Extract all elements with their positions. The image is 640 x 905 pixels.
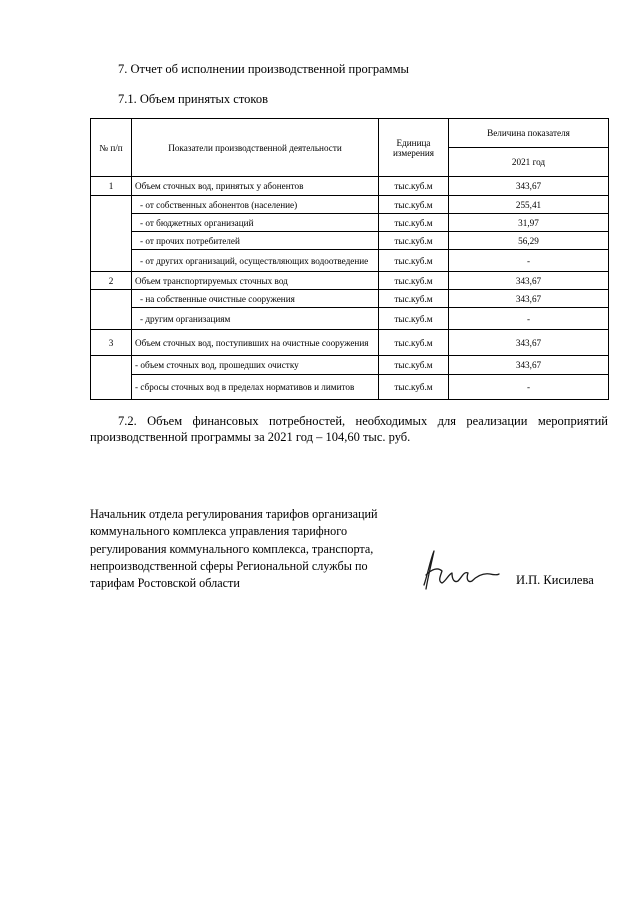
signatory-position: Начальник отдела регулирования тарифов организаций коммунального комплекса управления тарифного регулирования коммунального комплекса, транспорта, непроизводственной сферы Региональной службы по тарифам Ростовской области — [90, 507, 378, 591]
row-value: - — [449, 375, 609, 400]
handwritten-signature — [418, 545, 500, 593]
table-row — [91, 308, 609, 330]
table-row — [91, 214, 609, 232]
table-row — [91, 375, 609, 400]
row-unit: тыс.куб.м — [379, 290, 449, 308]
table-row — [91, 177, 609, 196]
row-value: 31,97 — [449, 214, 609, 232]
header-unit: Единица измерения — [379, 119, 449, 177]
row-label: - от бюджетных организаций — [132, 214, 379, 232]
row-num — [91, 196, 132, 272]
row-unit: тыс.куб.м — [379, 330, 449, 356]
row-label: - от прочих потребителей — [132, 232, 379, 250]
row-value: 343,67 — [449, 330, 609, 356]
table-row — [91, 250, 609, 272]
row-unit: тыс.куб.м — [379, 375, 449, 400]
row-num — [91, 356, 132, 400]
table-row — [91, 232, 609, 250]
row-label: Объем сточных вод, принятых у абонентов — [132, 177, 379, 196]
row-num — [91, 290, 132, 330]
row-label: - другим организациям — [132, 308, 379, 330]
table-row — [91, 330, 609, 356]
row-value: 343,67 — [449, 177, 609, 196]
section-title: 7. Отчет об исполнении производственной программы — [118, 62, 409, 76]
row-value: 255,41 — [449, 196, 609, 214]
row-num: 1 — [91, 177, 132, 196]
row-value: - — [449, 308, 609, 330]
wastewater-table — [90, 118, 609, 400]
table-row — [91, 356, 609, 375]
row-unit: тыс.куб.м — [379, 250, 449, 272]
row-value: - — [449, 250, 609, 272]
table-row — [91, 272, 609, 290]
row-unit: тыс.куб.м — [379, 177, 449, 196]
row-num: 2 — [91, 272, 132, 290]
row-label: - на собственные очистные сооружения — [132, 290, 379, 308]
row-value: 343,67 — [449, 356, 609, 375]
row-value: 343,67 — [449, 290, 609, 308]
row-label: - сбросы сточных вод в пределах нормативов и лимитов — [132, 375, 379, 400]
row-value: 343,67 — [449, 272, 609, 290]
row-label: - объем сточных вод, прошедших очистку — [132, 356, 379, 375]
row-label: - от других организаций, осуществляющих водоотведение — [132, 250, 379, 272]
row-label: Объем транспортируемых сточных вод — [132, 272, 379, 290]
table-row — [91, 196, 609, 214]
row-value: 56,29 — [449, 232, 609, 250]
header-value-group: Величина показателя — [449, 119, 609, 148]
section-subtitle: 7.1. Объем принятых стоков — [118, 92, 268, 106]
row-unit: тыс.куб.м — [379, 356, 449, 375]
row-unit: тыс.куб.м — [379, 214, 449, 232]
row-unit: тыс.куб.м — [379, 272, 449, 290]
row-unit: тыс.куб.м — [379, 308, 449, 330]
header-num: № п/п — [91, 119, 132, 177]
header-indicator: Показатели производственной деятельности — [132, 119, 379, 177]
table-row — [91, 290, 609, 308]
signatory-name: И.П. Кисилева — [516, 573, 594, 587]
row-label: Объем сточных вод, поступивших на очистные сооружения — [132, 330, 379, 356]
row-label: - от собственных абонентов (население) — [132, 196, 379, 214]
financial-note: 7.2. Объем финансовых потребностей, необходимых для реализации мероприятий производственной программы за 2021 год – 104,60 тыс. руб. — [90, 414, 608, 444]
row-unit: тыс.куб.м — [379, 196, 449, 214]
row-unit: тыс.куб.м — [379, 232, 449, 250]
row-num: 3 — [91, 330, 132, 356]
header-year: 2021 год — [449, 148, 609, 177]
